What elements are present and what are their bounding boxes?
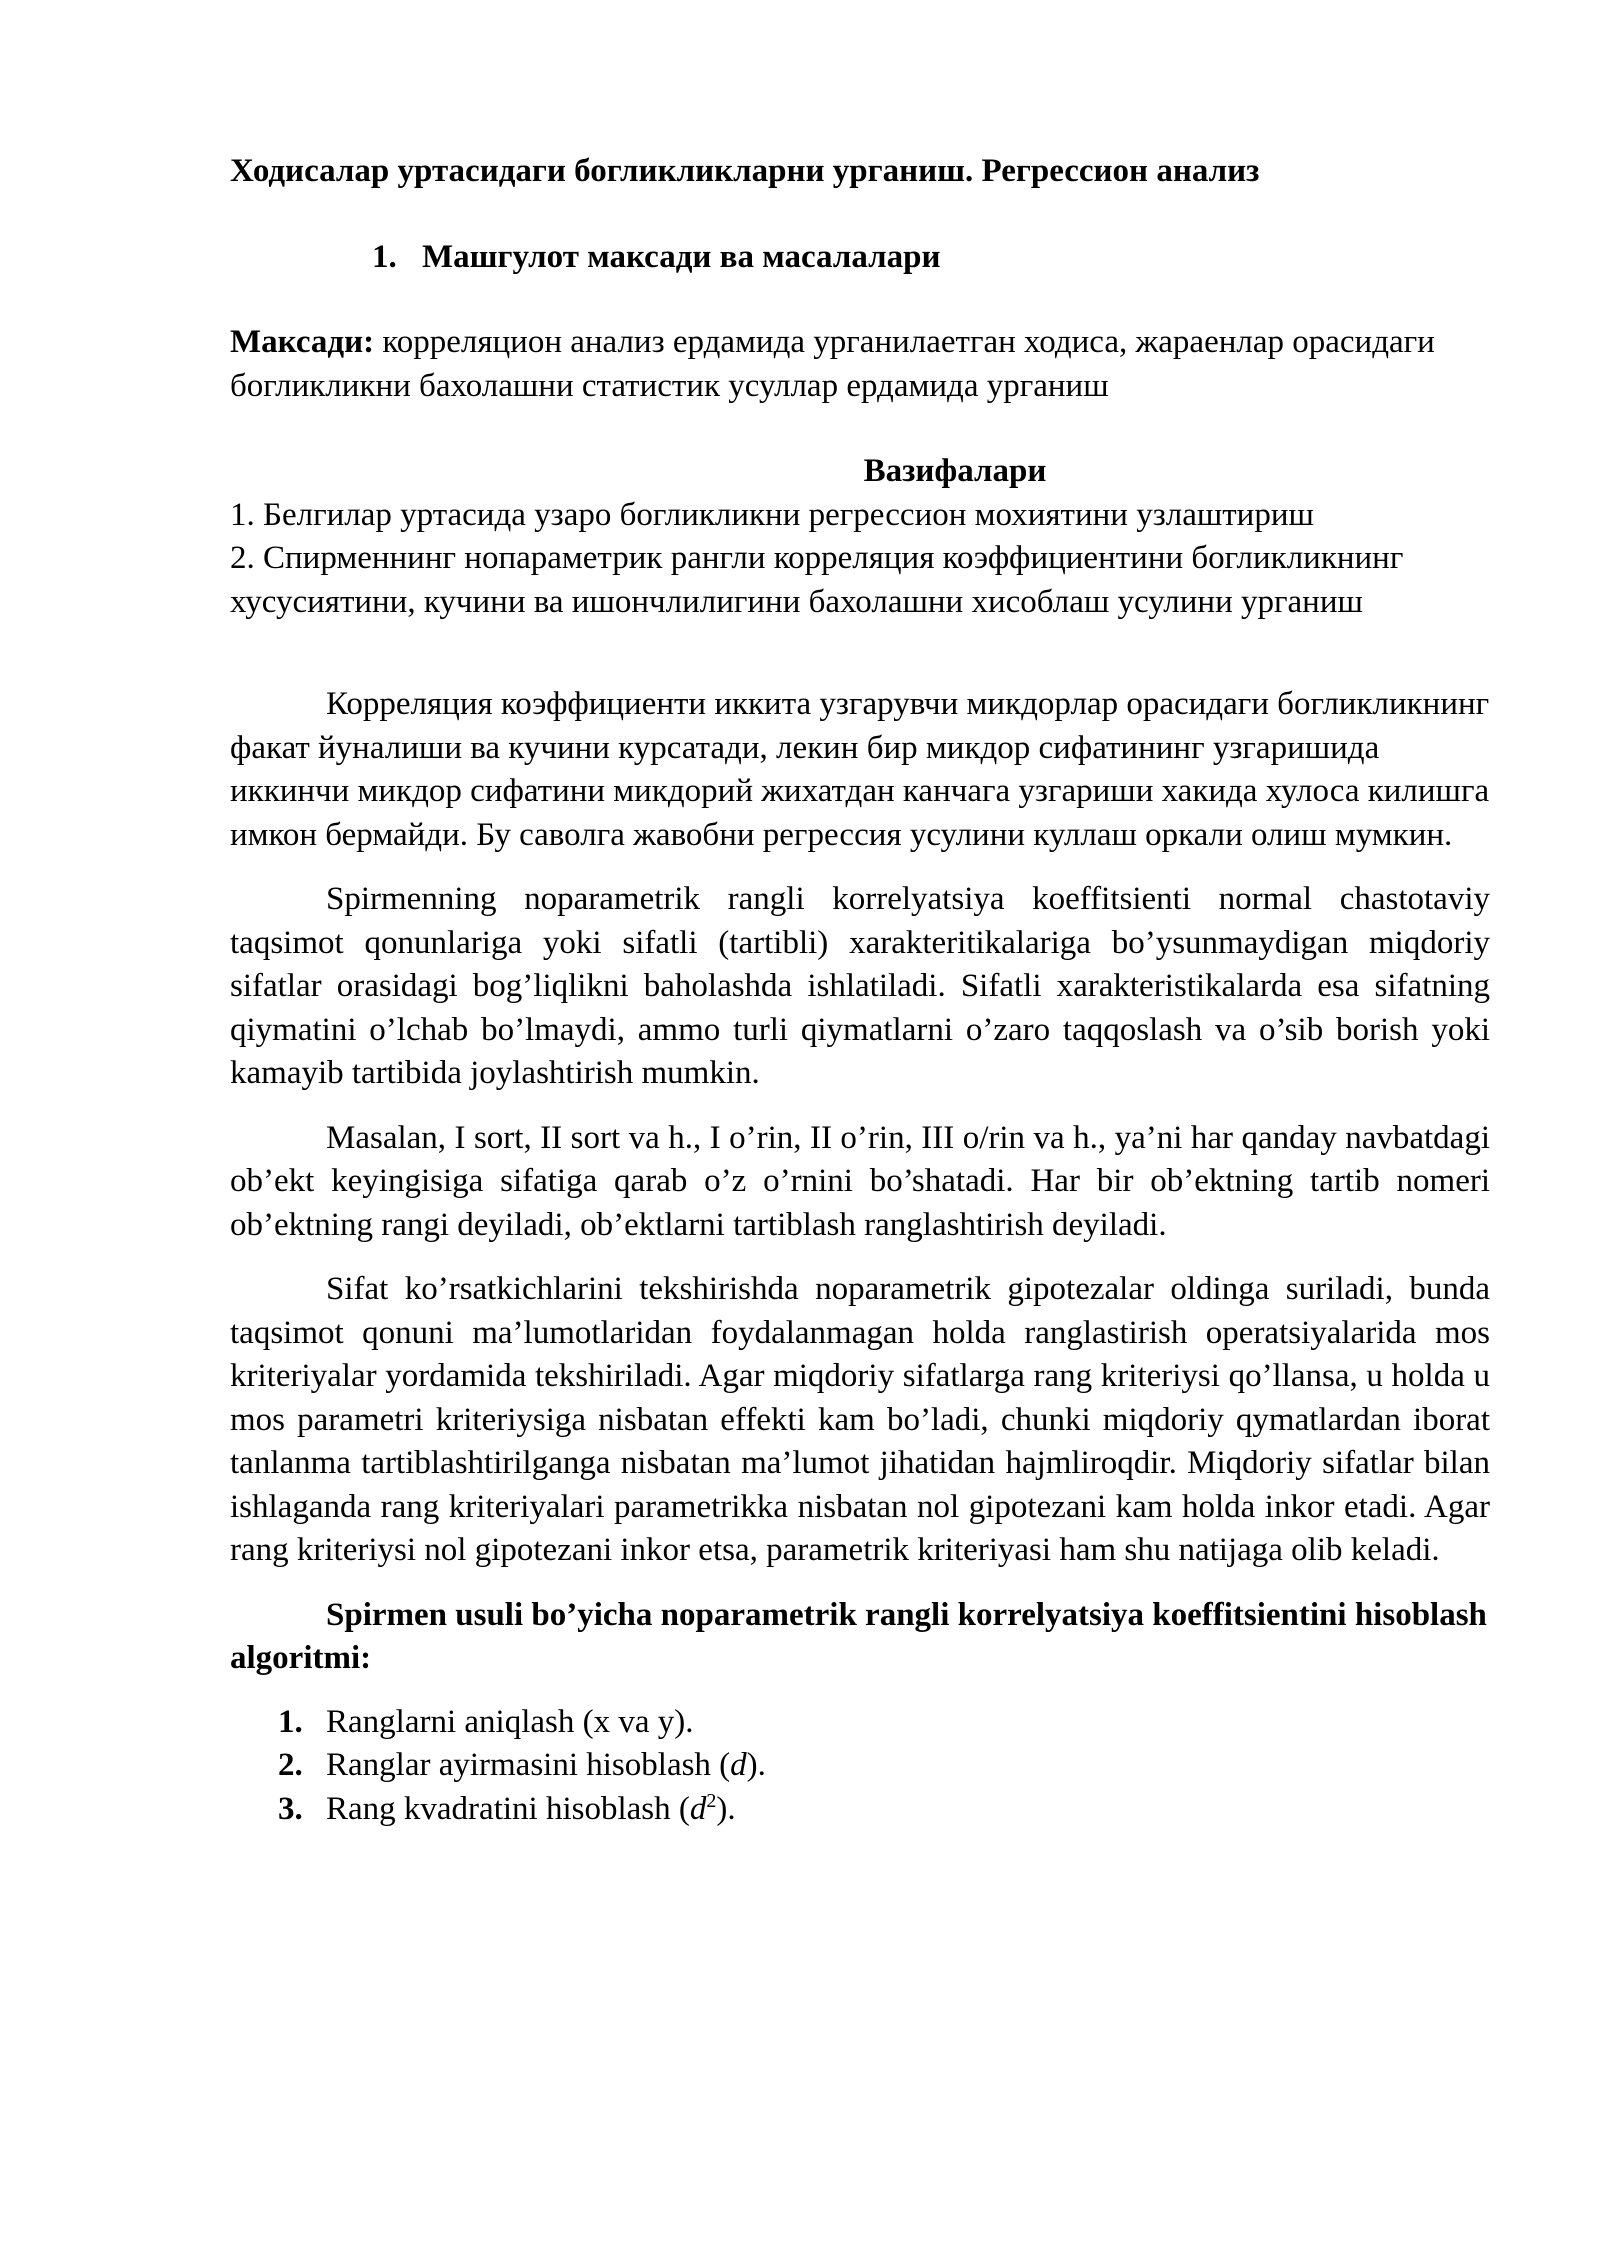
- tasks-block: [230, 450, 1490, 624]
- document-title: Ходисалар уртасидаги богликликларни урганиш. Регрессион анализ: [230, 153, 1260, 189]
- goal-text: корреляцион анализ ердамида урганилаетган ходиса, жараенлар орасидаги богликликни бахолашни статистик усуллар ердамида урганиш: [230, 324, 1435, 404]
- paragraph-correlation: Корреляция коэффициенти иккита узгарувчи микдорлар орасидаги богликликнинг факат йуналиши ва кучини курсатади, лекин бир микдор сифатининг узгаришида иккинчи микдор сифатини микдорий жихатдан канчага узгариши хакида хулоса килишга имкон бермайди. Бу саволга жавобни регрессия усулини куллаш оркали олиш мумкин.: [230, 686, 1490, 853]
- task-item-1: 1. Белгилар уртасида узаро богликликни регрессион мохиятини узлаштириш: [230, 496, 1314, 533]
- algorithm-step: [230, 1744, 1490, 1788]
- step-text-end: ).: [746, 1747, 766, 1783]
- step-number: 1.: [278, 1703, 303, 1740]
- document-page: [230, 150, 1490, 1831]
- step-text: Rang kvadratini hisoblash (: [326, 1790, 690, 1827]
- step-text: Ranglarni aniqlash (x va y).: [326, 1703, 694, 1740]
- step-variable: d: [689, 1790, 707, 1827]
- section-heading: [230, 236, 1490, 280]
- algorithm-heading: Spirmen usuli bo’yicha noparametrik rangli korrelyatsiya koeffitsientini hisoblash algoritmi:: [230, 1596, 1487, 1676]
- goal-label: Максади:: [230, 324, 375, 360]
- step-superscript: 2: [706, 1789, 717, 1812]
- step-text-end: ).: [716, 1790, 736, 1827]
- algorithm-step: [230, 1788, 1490, 1832]
- section-heading-text: Машгулот максади ва масалалари: [422, 238, 941, 275]
- paragraph-spearman: Spirmenning noparametrik rangli korrelyatsiya koeffitsienti normal chastotaviy taqsimot qonunlariga yoki sifatli (tartibli) xarakteritikalariga bo’ysunmaydigan miqdoriy sifatlar orasidagi bog’liqlikni baholashda ishlatiladi. Sifatli xarakteristikalarda esa sifatning qiymatini o’lchab bo’lmaydi, ammo turli qiymatlarni o’zaro taqqoslash va o’sib borish yoki kamayib tartibida joylashtirish mumkin.: [230, 881, 1490, 1091]
- paragraph-example: Masalan, I sort, II sort va h., I o’rin, II o’rin, III o/rin va h., ya’ni har qanday navbatdagi ob’ekt keyingisiga sifatiga qarab o’z o’rnini bo’shatadi. Har bir ob’ektning tartib nomeri ob’ektning rangi deyiladi, ob’ektlarni tartiblash ranglashtirish deyiladi.: [230, 1119, 1490, 1243]
- step-text: Ranglar ayirmasini hisoblash (: [326, 1747, 731, 1783]
- algorithm-step: [230, 1701, 1490, 1745]
- step-variable: d: [730, 1747, 747, 1783]
- step-number: 2.: [278, 1747, 303, 1783]
- task-item-2: 2. Спирменнинг нопараметрик рангли корреляция коэффициентини богликликнинг хусусиятини, кучини ва ишончлилигини бахолашни хисоблаш усулини урганиш: [230, 540, 1404, 620]
- section-number: 1.: [372, 238, 397, 275]
- algorithm-steps: [230, 1701, 1490, 1832]
- paragraph-hypotheses: Sifat ko’rsatkichlarini tekshirishda noparametrik gipotezalar oldinga suriladi, bunda taqsimot qonuni ma’lumotlaridan foydalanmagan holda ranglastirish operatsiyalarida mos kriteriyalar yordamida tekshiriladi. Agar miqdoriy sifatlarga rang kriteriysi qo’llansa, u holda u mos parametri kriteriysiga nisbatan effekti kam bo’ladi, chunki miqdoriy qymatlardan iborat tanlanma tartiblashtirilganga nisbatan ma’lumot jihatidan hajmliroqdir. Miqdoriy sifatlar bilan ishlaganda rang kriteriyalari parametrikka nisbatan nol gipotezani kam holda inkor etadi. Agar rang kriteriysi nol gipotezani inkor etsa, parametrik kriteriyasi ham shu natijaga olib keladi.: [230, 1271, 1490, 1568]
- goal-paragraph: [230, 321, 1490, 408]
- tasks-heading: Вазифалари: [863, 453, 1047, 489]
- step-number: 3.: [278, 1790, 303, 1827]
